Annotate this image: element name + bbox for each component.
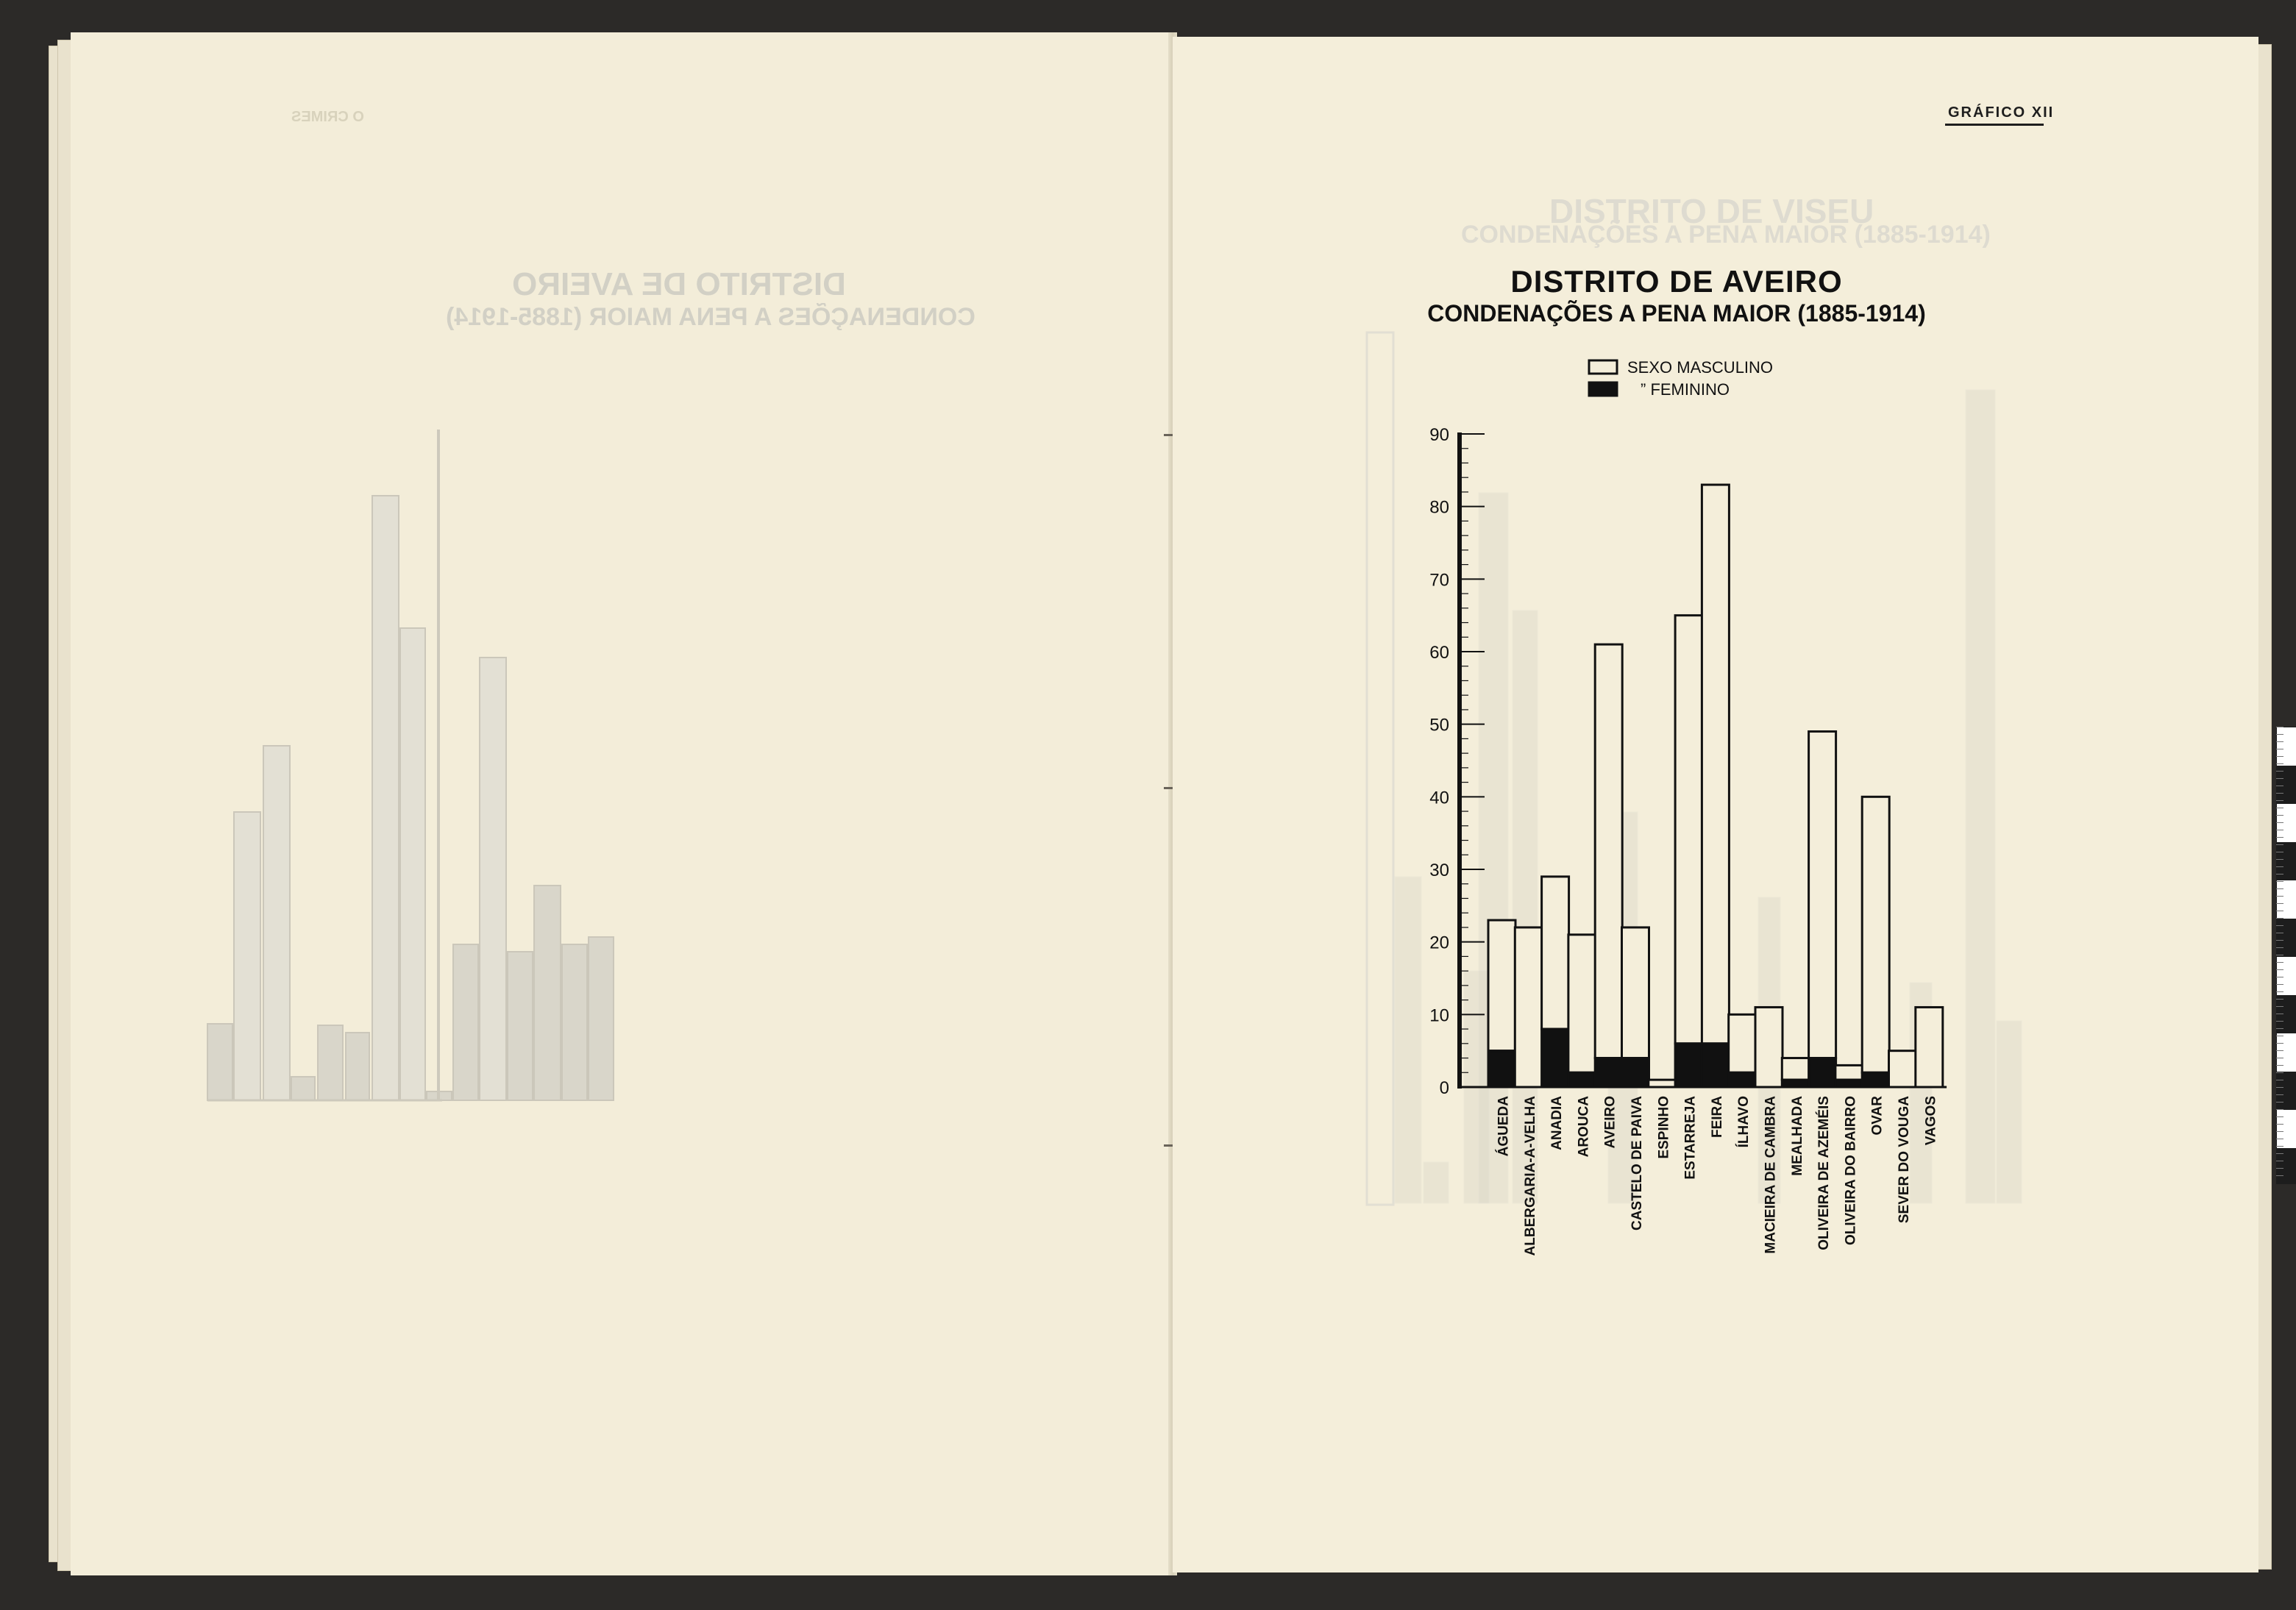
- x-tick-label: ANADIA: [1549, 1096, 1565, 1150]
- legend-label: SEXO MASCULINO: [1627, 358, 1774, 377]
- x-tick-label: FEIRA: [1709, 1096, 1725, 1138]
- x-tick-label: OLIVEIRA DO BAIRRO: [1843, 1096, 1859, 1246]
- bars: [1488, 485, 1943, 1087]
- bar-feminino: [1622, 1058, 1649, 1087]
- legend-swatch: [1589, 360, 1617, 374]
- bar-feminino: [1702, 1044, 1729, 1087]
- x-tick-label: ESTARREJA: [1682, 1096, 1699, 1180]
- ghost-bar: [1997, 1021, 2022, 1203]
- y-tick-label: 10: [1429, 1005, 1449, 1026]
- y-tick-label: 80: [1429, 497, 1449, 518]
- mirrored-title: DISTRITO DE AVEIRO: [512, 266, 846, 302]
- x-tick-label: ALBERGARIA-A-VELHA: [1522, 1096, 1538, 1256]
- bar-masculino: [1889, 1051, 1916, 1087]
- bar-masculino: [1675, 616, 1702, 1044]
- x-tick-label: SEVER DO VOUGA: [1897, 1096, 1912, 1224]
- bar-feminino: [1809, 1058, 1836, 1087]
- bar-feminino: [1862, 1072, 1889, 1087]
- y-tick-label: 30: [1429, 861, 1449, 880]
- ghost-bar: [1395, 877, 1421, 1203]
- bar-masculino: [1488, 920, 1515, 1051]
- mirrored-header: O CRIMES: [291, 109, 364, 125]
- y-tick-label: 90: [1429, 425, 1449, 445]
- bar-masculino: [1729, 1014, 1756, 1072]
- bar-feminino: [1729, 1072, 1756, 1087]
- x-tick-label: CASTELO DE PAIVA: [1629, 1096, 1645, 1230]
- x-tick-label: OLIVEIRA DE AZEMÉIS: [1816, 1096, 1833, 1250]
- x-tick-label: MACIEIRA DE CAMBRA: [1763, 1096, 1779, 1254]
- bar-feminino: [1568, 1072, 1596, 1087]
- x-labels: [1496, 1096, 1939, 1256]
- ghost-title: DISTRITO DE VISEU: [1549, 192, 1874, 230]
- bar-masculino: [1595, 644, 1622, 1058]
- x-tick-label: ÍLHAVO: [1736, 1096, 1752, 1148]
- ghost-bar: [1966, 390, 1995, 1203]
- bar-feminino: [1675, 1044, 1702, 1087]
- bar-masculino: [1515, 927, 1542, 1087]
- bar-feminino: [1595, 1058, 1622, 1087]
- ghost-axis: [1367, 332, 1393, 1205]
- y-axis-line: [1457, 432, 1462, 1089]
- bar-masculino: [1782, 1058, 1809, 1080]
- legend-label: ” FEMININO: [1641, 380, 1730, 399]
- bar-masculino: [1622, 927, 1649, 1058]
- ghost-subtitle: CONDENAÇÕES A PENA MAIOR (1885-1914): [1461, 221, 1991, 249]
- y-tick-label: 20: [1429, 933, 1449, 953]
- bar-feminino: [1542, 1029, 1569, 1087]
- bar-masculino: [1702, 485, 1729, 1044]
- bar-masculino: [1916, 1007, 1943, 1087]
- y-tick-label: 60: [1429, 643, 1449, 663]
- scale-ruler-ticks: [2276, 727, 2283, 1183]
- bar-masculino: [1755, 1007, 1783, 1087]
- bar-masculino: [1542, 877, 1569, 1029]
- y-tick-label: 40: [1429, 788, 1449, 808]
- x-tick-label: ÁGUEDA: [1496, 1096, 1512, 1157]
- y-tick-label: 50: [1429, 715, 1449, 735]
- y-tick-label: 0: [1439, 1078, 1449, 1098]
- page-label: GRÁFICO XII: [1948, 104, 2055, 121]
- x-tick-label: AROUCA: [1576, 1096, 1592, 1158]
- legend-swatch: [1589, 382, 1617, 396]
- x-tick-label: VAGOS: [1923, 1096, 1939, 1146]
- bar-masculino: [1862, 797, 1889, 1072]
- bar-masculino: [1809, 732, 1836, 1058]
- mirrored-subtitle: CONDENAÇÕES A PENA MAIOR (1885-1914): [446, 303, 975, 331]
- legend: [1589, 358, 1773, 399]
- bar-masculino: [1568, 935, 1596, 1072]
- y-tick-label: 70: [1429, 570, 1449, 591]
- ghost-bar: [1424, 1162, 1449, 1203]
- x-tick-label: MEALHADA: [1789, 1096, 1805, 1176]
- bar-feminino: [1488, 1051, 1515, 1087]
- x-tick-label: AVEIRO: [1602, 1096, 1618, 1149]
- x-tick-label: ESPINHO: [1656, 1096, 1672, 1159]
- x-tick-label: OVAR: [1869, 1096, 1886, 1136]
- chart-subtitle: CONDENAÇÕES A PENA MAIOR (1885-1914): [1427, 300, 1926, 327]
- bar-masculino: [1835, 1065, 1863, 1080]
- chart-title: DISTRITO DE AVEIRO: [1510, 264, 1843, 299]
